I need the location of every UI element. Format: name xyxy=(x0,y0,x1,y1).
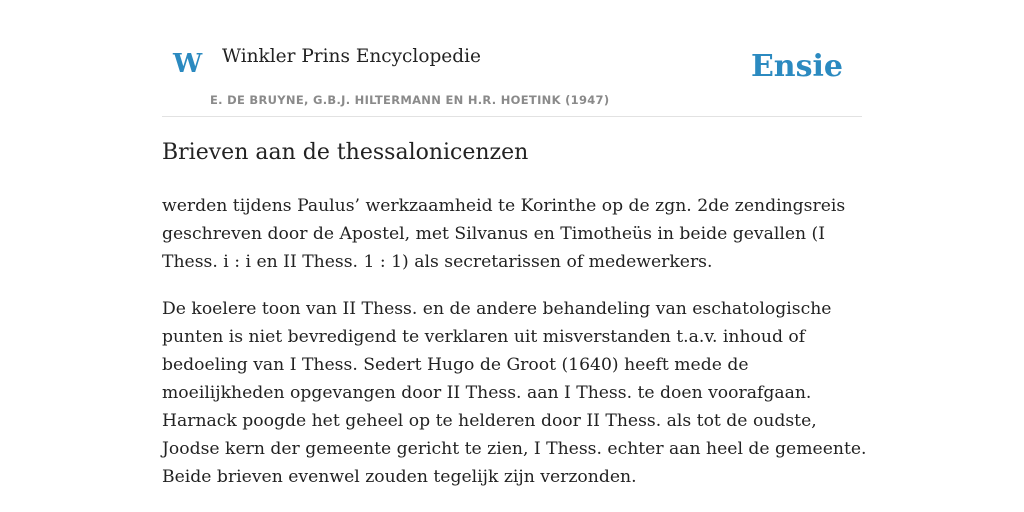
article-paragraph-2: De koelere toon van II Thess. en de andere behandeling van eschatologische punten is niet bevredigend te verklaren uit misverstanden t.a.v. inhoud of bedoeling van I Thess. Sedert Hugo de Groot (1640) heeft mede de moeilijkheden opgevangen door II Thess. aan I Thess. te doen voorafgaan. Harnack poogde het geheel op te helderen door II Thess. als tot de oudste, Joodse kern der gemeente gericht te zien, I Thess. echter aan heel de gemeente. Beide brieven evenwel zouden tegelijk zijn verzonden. xyxy=(162,299,867,487)
publication-title[interactable]: Winkler Prins Encyclopedie xyxy=(222,46,481,67)
publication-logo[interactable]: W xyxy=(173,49,203,79)
page-header xyxy=(162,0,862,117)
article-body xyxy=(162,192,867,510)
brand-logo[interactable]: Ensie xyxy=(750,49,843,84)
article-title: Brieven aan de thessalonicenzen xyxy=(162,140,529,165)
article-paragraph-1: werden tijdens Paulus’ werkzaamheid te Korinthe op de zgn. 2de zendingsreis geschreven door de Apostel, met Silvanus en Timotheüs in beide gevallen (I Thess. i : i en II Thess. 1 : 1) als secretarissen of medewerkers. xyxy=(162,196,846,272)
publication-authors: E. DE BRUYNE, G.B.J. HILTERMANN EN H.R. HOETINK (1947) xyxy=(210,93,610,107)
